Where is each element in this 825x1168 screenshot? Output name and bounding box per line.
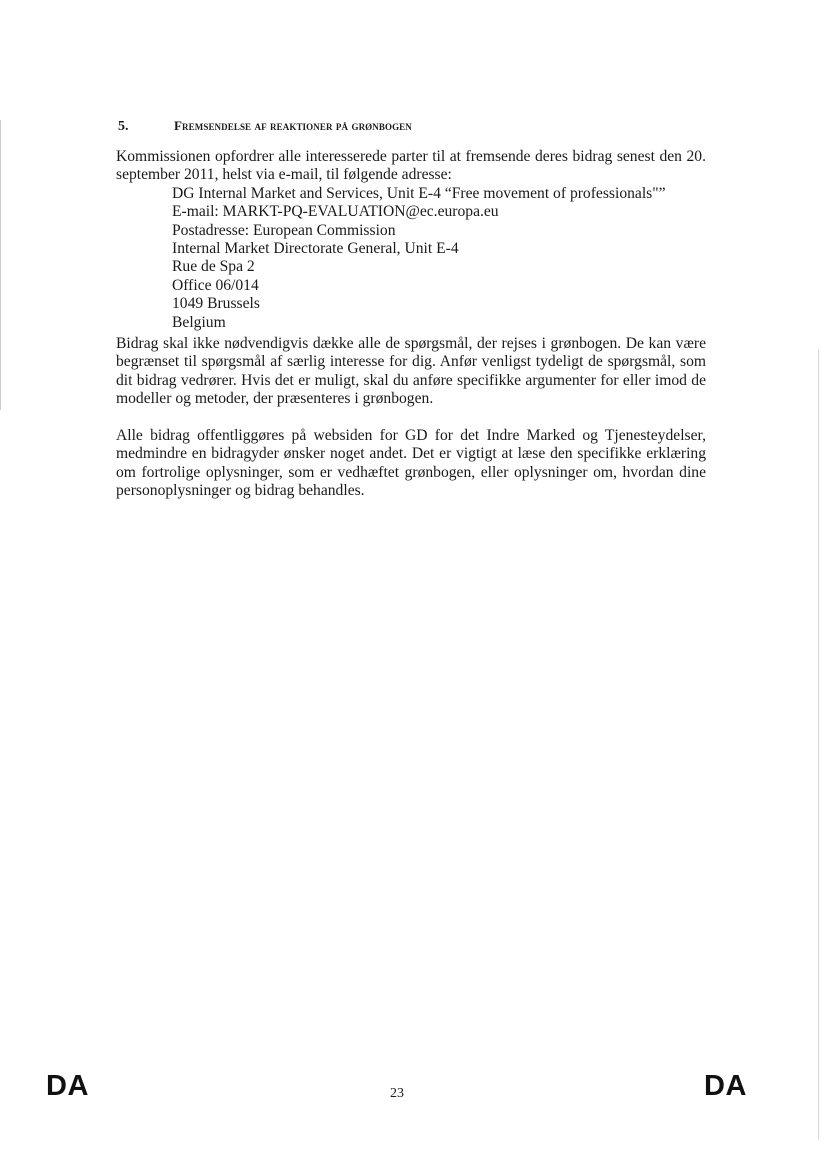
section-number: 5. bbox=[118, 119, 129, 134]
page-number: 23 bbox=[390, 1086, 404, 1101]
address-line-directorate: Internal Market Directorate General, Unit E-4 bbox=[172, 240, 459, 258]
footer-language-code-right: DA bbox=[704, 1070, 747, 1102]
intro-paragraph: Kommissionen opfordrer alle interesserede parter til at fremsende deres bidrag senest den 20. september 2011, helst via e-mail, til følgende adresse: bbox=[116, 148, 706, 184]
address-line-email: E-mail: MARKT-PQ-EVALUATION@ec.europa.eu bbox=[172, 203, 499, 221]
section-heading bbox=[118, 118, 412, 135]
publication-paragraph: Alle bidrag offentliggøres på websiden for GD for det Indre Marked og Tjenesteydelser, medmindre en bidragyder ønsker noget andet. Det er vigtigt at læse den specifikke erklæring om fortrolige oplysninger, som er vedhæftet grønbogen, eller oplysninger om, hvordan dine personoplysninger og bidrag behandles. bbox=[116, 426, 706, 499]
footer-language-code-left: DA bbox=[46, 1070, 89, 1102]
scan-edge-left bbox=[0, 120, 1, 410]
address-line-city: 1049 Brussels bbox=[172, 295, 260, 313]
section-title: Fremsendelse af reaktioner på grønbogen bbox=[174, 118, 412, 133]
scan-edge-right bbox=[818, 350, 819, 1140]
address-line-street: Rue de Spa 2 bbox=[172, 258, 255, 276]
contact-address bbox=[172, 185, 706, 332]
address-line-office: Office 06/014 bbox=[172, 276, 259, 294]
address-line-postal: Postadresse: European Commission bbox=[172, 221, 396, 239]
section-body bbox=[116, 148, 706, 500]
address-line-country: Belgium bbox=[172, 313, 226, 331]
address-line-unit: DG Internal Market and Services, Unit E-4 “Free movement of professionals"” bbox=[172, 184, 666, 202]
contribution-scope-paragraph: Bidrag skal ikke nødvendigvis dække alle de spørgsmål, der rejses i grønbogen. De kan være begrænset til spørgsmål af særlig interesse for dig. Anfør venligst tydeligt de spørgsmål, som dit bidrag vedrører. Hvis det er muligt, skal du anføre specifikke argumenter for eller imod de modeller og metoder, der præsenteres i grønbogen. bbox=[116, 335, 706, 408]
